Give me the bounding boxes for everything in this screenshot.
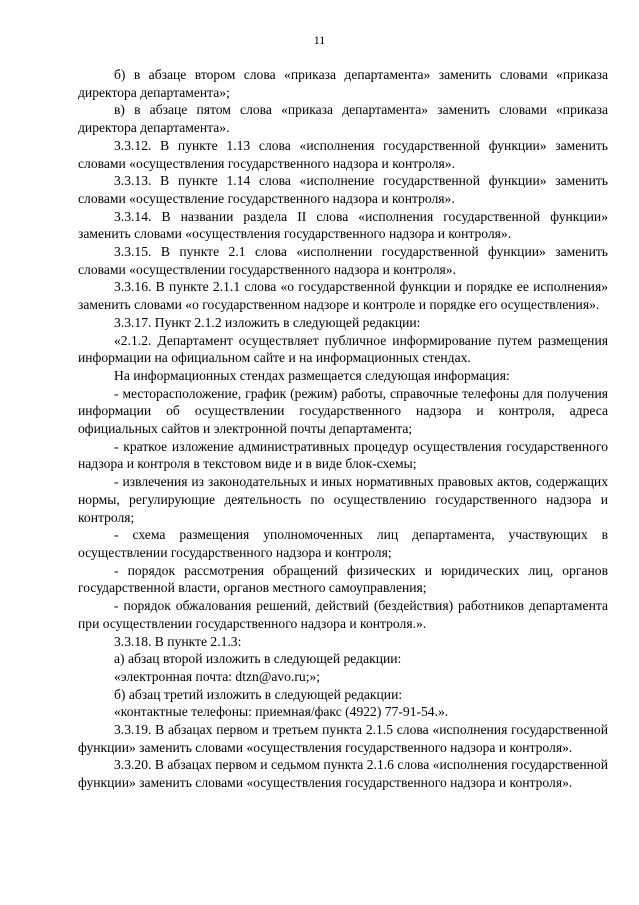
paragraph: 3.3.20. В абзацах первом и седьмом пункта 2.1.6 слова «исполнения государственной функции» заменить словами «осуществления государственного надзора и контроля». [78, 757, 608, 791]
paragraph: «контактные телефоны: приемная/факс (4922) 77-91-54.». [114, 704, 449, 720]
paragraph: 3.3.12. В пункте 1.13 слова «исполнения государственной функции» заменить словами «осуществления государственного надзора и контроля». [78, 137, 608, 171]
paragraph: 3.3.13. В пункте 1.14 слова «исполнение государственной функции» заменить словами «осуществление государственного надзора и контроля». [78, 173, 608, 206]
paragraph: - извлечения из законодательных и иных нормативных правовых актов, содержащих нормы, регулирующие деятельность по осуществлению государственного надзора и контроля; [78, 474, 608, 525]
paragraph: 3.3.18. В пункте 2.1.3: [114, 633, 242, 649]
paragraph: - краткое изложение административных процедур осуществления государственного надзора и контроля в текстовом виде и в виде блок-схемы; [78, 438, 608, 472]
page-number: 11 [313, 33, 326, 47]
paragraph: На информационных стендах размещается следующая информация: [114, 367, 510, 383]
paragraph: - порядок рассмотрения обращений физических и юридических лиц, органов государственной власти, органов местного самоуправления; [78, 562, 608, 596]
paragraph: б) абзац третий изложить в следующей редакции: [114, 686, 403, 702]
paragraph: 3.3.17. Пункт 2.1.2 изложить в следующей редакции: [114, 314, 421, 330]
paragraph: 3.3.14. В названии раздела II слова «исполнения государственной функции» заменить словами «осуществления государственного надзора и контроля». [78, 208, 608, 242]
paragraph: - месторасположение, график (режим) работы, справочные телефоны для получения информации об осуществлении государственного надзора и контроля, адреса официальных сайтов и электронной почты департамента; [78, 385, 608, 437]
paragraph: 3.3.16. В пункте 2.1.1 слова «о государственной функции и порядке ее исполнения» заменить словами «о государственном надзоре и контроле и порядке его осуществления». [78, 279, 608, 313]
paragraph: б) в абзаце втором слова «приказа департамента» заменить словами «приказа директора департамента»; [78, 67, 608, 100]
paragraph: - порядок обжалования решений, действий (бездействия) работников департамента при осуществлении государственного надзора и контроля.». [78, 598, 608, 631]
paragraph: «электронная почта: dtzn@avo.ru;»; [114, 668, 321, 684]
paragraph: - схема размещения уполномоченных лиц департамента, участвующих в осуществлении государственного надзора и контроля; [78, 527, 608, 560]
document-body [78, 66, 608, 792]
paragraph: а) абзац второй изложить в следующей редакции: [114, 651, 402, 667]
paragraph: «2.1.2. Департамент осуществляет публичное информирование путем размещения информации на официальном сайте и на информационных стендах. [78, 332, 608, 366]
paragraph: 3.3.19. В абзацах первом и третьем пункта 2.1.5 слова «исполнения государственной функции» заменить словами «осуществления государственного надзора и контроля». [78, 722, 608, 755]
paragraph: 3.3.15. В пункте 2.1 слова «исполнении государственной функции» заменить словами «осуществлении государственного надзора и контроля». [78, 244, 608, 277]
paragraph: в) в абзаце пятом слова «приказа департамента» заменить словами «приказа директора департамента». [78, 102, 608, 136]
